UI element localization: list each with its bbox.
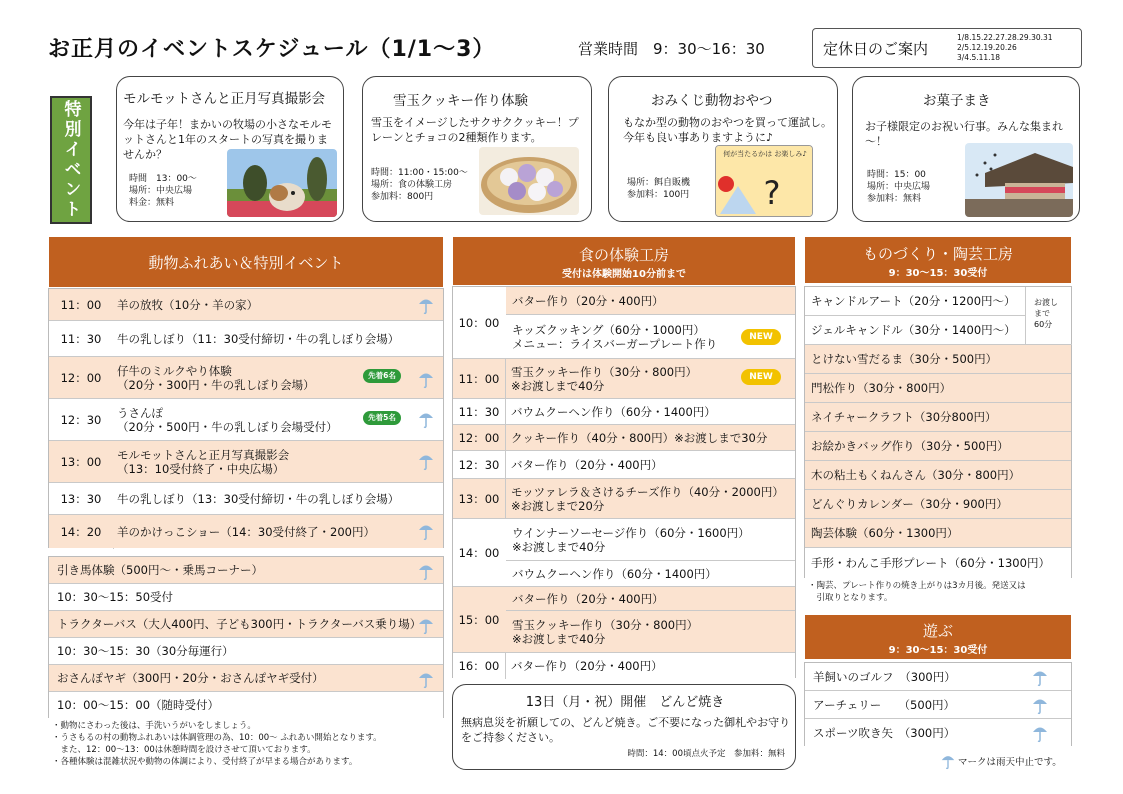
card-info: 時間 13：00～ 場所：中央広場 料金：無料 [129,174,197,208]
craft-section-heading: ものづくり・陶芸工房 9：30～15：30受付 [804,236,1072,284]
table-row: 11：30 牛の乳しぼり（11：30受付締切・牛の乳しぼり会場） [49,321,443,357]
list-item: ジェルキャンドル（30分・1400円～） [805,316,1025,345]
card-info: 場所：餌自販機 参加料：100円 [627,178,691,200]
list-item: 10：30～15：50受付 [49,584,443,611]
card-title: 雪玉クッキー作り体験 [393,93,528,109]
umbrella-icon [417,451,435,471]
omikuji-sign-image [715,145,813,217]
new-badge: NEW [741,369,781,385]
list-item: アーチェリー （500円） [805,691,1071,719]
card-candy-toss [852,76,1080,222]
animal-schedule-table [48,288,444,548]
card-body: 雪玉をイメージしたサクサククッキー！プレーンとチョコの2種類作ります。 [371,116,579,144]
table-row: 13：00 モルモットさんと正月写真撮影会 （13：10受付終了・中央広場） [49,441,443,483]
cookie-photo [479,147,579,215]
list-item: 雪玉クッキー作り（30分・800円） ※お渡しまで40分 [506,611,795,653]
table-row: 11：30 バウムクーヘン作り（60分・1400円） [453,399,795,425]
list-item: 10：30～15：30（30分毎運行） [49,638,443,665]
umbrella-icon [1031,723,1049,743]
list-item: スポーツ吹き矢 （300円） [805,719,1071,746]
list-item: とけない雪だるま（30分・500円） [805,345,1071,374]
list-item: 手形・わんこ手形プレート（60分・1300円） [805,548,1071,578]
umbrella-icon [940,752,956,770]
list-item: おさんぽヤギ（300円・20分・おさんぽヤギ受付） [49,665,443,692]
list-item: ウインナーソーセージ作り（60分・1600円） ※お渡しまで40分 [506,519,795,561]
list-item: どんぐりカレンダー（30分・900円） [805,490,1071,519]
table-row: 12：30 うさんぽ （20分・500円・牛の乳しぼり会場受付） [49,399,443,441]
umbrella-icon [417,369,435,389]
dondo-yaki-box [452,684,796,770]
table-row: 12：00 仔牛のミルクやり体験 （20分・300円・牛の乳しぼり会場） [49,357,443,399]
dondo-title: 13日（月・祝）開催 どんど焼き [525,695,725,710]
table-row: 13：00 モッツァレラ＆さけるチーズ作り（40分・2000円） ※お渡しまで20分 [453,479,795,519]
food-section-heading: 食の体験工房 受付は体験開始10分前まで [452,236,796,286]
list-item: バター作り（20分・400円） [506,287,795,315]
list-item: キッズクッキング（60分・1000円） メニュー：ライスバーガープレート作り [506,315,795,359]
card-body: もなか型の動物のおやつを買って運試し。今年も良い事ありますように♪ [623,116,832,144]
card-body: お子様限定のお祝い行事。みんな集まれ～！ [865,120,1063,148]
table-row: 11：00 雪玉クッキー作り（30分・800円） ※お渡しまで40分 [453,359,795,399]
table-row: 16：00 バター作り（20分・400円） [453,653,795,678]
card-snowball-cookie [362,76,592,222]
umbrella-icon [417,295,435,315]
umbrella-legend: マークは雨天中止です。 [958,757,1062,768]
table-row: 10：00 [453,287,795,359]
dondo-body: 無病息災を祈願しての、どんど焼き。ご不要になった御札やお守りをご持参ください。 [461,716,791,744]
card-title: おみくじ動物おやつ [651,93,773,109]
animal-extra-table [48,556,444,718]
table-row: 11：00 羊の放牧（10分・羊の家） [49,289,443,321]
list-item: 羊飼いのゴルフ （300円） [805,663,1071,691]
umbrella-icon [1031,695,1049,715]
list-item: キャンドルアート（20分・1200円～） [805,287,1025,316]
card-info: 時間：11:00・15:00～ 場所：食の体験工房 参加料：800円 [371,168,468,202]
special-event-tab: 特別イベント [50,96,92,224]
list-item: 引き馬体験（500円～・乗馬コーナー） [49,557,443,584]
table-row: 12：00 クッキー作り（40分・800円）※お渡しまで30分 [453,425,795,451]
umbrella-icon [417,409,435,429]
table-row: 14：00 [453,519,795,587]
craft-list [804,286,1072,578]
first-come-badge: 先着5名 [363,411,401,425]
umbrella-icon [417,669,435,689]
list-item: バウムクーヘン作り（60分・1400円） [506,561,795,587]
list-item: 門松作り（30分・800円） [805,374,1071,403]
card-title: モルモットさんと正月写真撮影会 [123,91,326,107]
holiday-dates: 1/8.15.22.27.28.29.30.31 2/5.12.19.20.26 3/4.5.11.18 [957,33,1053,62]
table-row: 15：00 [453,587,795,653]
animal-section-heading: 動物ふれあい＆特別イベント [48,236,444,288]
list-item: 陶芸体験（60分・1300円） [805,519,1071,548]
list-item: 木の粘土もくねんさん（30分・800円） [805,461,1071,490]
table-row: 12：30 バター作り（20分・400円） [453,451,795,479]
animal-notes: ・動物にさわった後は、手洗いうがいをしましょう。 ・うさもるの村の動物ふれあいは体調管理の為、10：00～ ふれあい開始となります。 また、12：00～13：00は休憩時間を設けさせて頂いております。 ・各種体験は混雑状況や動物の体調により、受付終了が早まる場合があります。 [52,721,382,767]
umbrella-icon [417,521,435,541]
guinea-pig-photo [227,149,337,217]
card-info: 時間：15：00 場所：中央広場 参加料：無料 [867,170,931,204]
craft-side-note: お渡し まで 60分 [1025,287,1072,345]
list-item: お絵かきバッグ作り（30分・500円） [805,432,1071,461]
card-body: 今年は子年！まかいの牧場の小さなモルモットさんと1年のスタートの写真を撮りませんか？ [123,118,332,161]
umbrella-icon [417,615,435,635]
list-item: トラクターバス（大人400円、子ども300円・トラクターバス乗り場） [49,611,443,638]
svg-text:?: ? [763,174,781,212]
list-item: ネイチャークラフト（30分800円） [805,403,1071,432]
card-omikuji-snack [608,76,838,222]
umbrella-icon [417,561,435,581]
holiday-info-box [812,28,1082,68]
dondo-info: 時間：14：00頃点火予定 参加料：無料 [627,749,785,759]
food-schedule-table [452,286,796,678]
candy-toss-photo [965,143,1073,217]
omikuji-sign-text: 何が当たるかは お楽しみ♪ [723,150,807,158]
play-list [804,662,1072,746]
table-row: 13：30 牛の乳しぼり（13：30受付締切・牛の乳しぼり会場） [49,483,443,515]
table-row: 14：20 羊のかけっこショー（14：30受付終了・200円） [49,515,443,548]
holiday-label: 定休日のご案内 [823,40,929,58]
list-item: 10：00～15：00（随時受付） [49,692,443,718]
card-title: お菓子まき [923,93,991,109]
play-section-heading: 遊ぶ 9：30～15：30受付 [804,614,1072,660]
first-come-badge: 先着6名 [363,369,401,383]
craft-notes: ・陶芸、プレート作りの焼き上がりは3カ月後。発送又は 引取りとなります。 [808,581,1026,603]
card-guinea-pig-photo [116,76,344,222]
page-title: お正月のイベントスケジュール（1/1～3） [48,37,496,62]
umbrella-icon [1031,667,1049,687]
new-badge: NEW [741,329,781,345]
list-item: バター作り（20分・400円） [506,587,795,611]
business-hours: 営業時間 9：30～16：30 [578,40,765,58]
